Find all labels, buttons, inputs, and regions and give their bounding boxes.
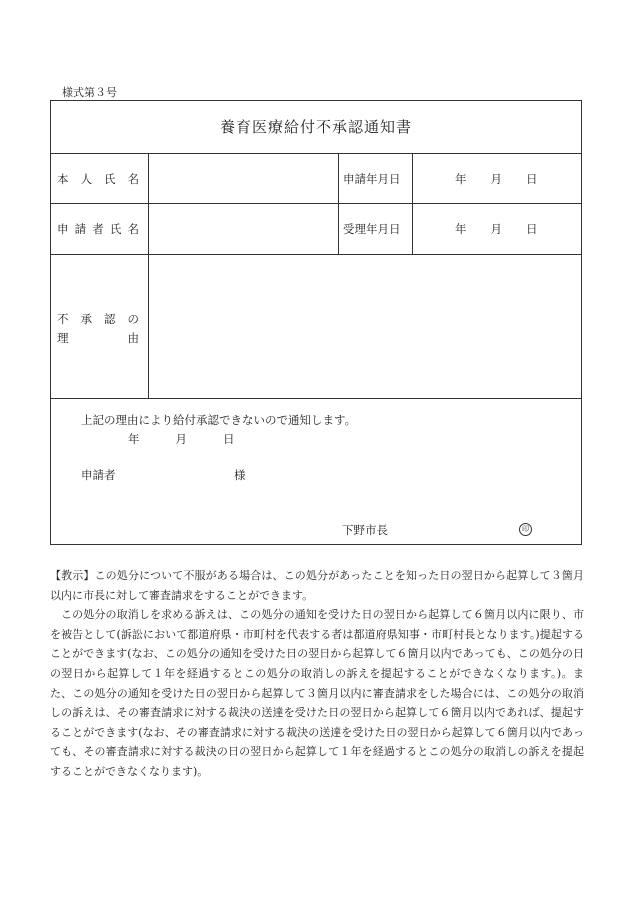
person-name-label: 本 人 氏 名 — [57, 172, 139, 186]
instruction-text — [50, 566, 584, 782]
issuer-name: 下野市長 — [342, 523, 388, 537]
reason-label-line1: 不 承 認 の — [57, 312, 139, 326]
month-unit: 月 — [175, 432, 187, 446]
seal-mark: 印 — [519, 523, 532, 536]
application-date-field[interactable] — [455, 171, 538, 187]
application-date-label: 申請年月日 — [343, 172, 401, 186]
year-unit: 年 — [455, 222, 467, 236]
day-unit: 日 — [223, 432, 235, 446]
acceptance-date-field[interactable] — [455, 221, 538, 237]
month-unit: 月 — [490, 222, 502, 236]
date-value-column-divider — [412, 153, 413, 254]
notice-date[interactable] — [128, 431, 235, 447]
applicant-name-field[interactable] — [149, 204, 338, 254]
reason-field[interactable] — [149, 255, 581, 398]
instruction-paragraph-1: 【教示】この処分について不服がある場合は、この処分があったことを知った日の翌日から起算して３箇月以内に市長に対して審査請求をすることができます。 — [50, 569, 584, 602]
notice-text: 上記の理由により給付承認できないので通知します。 — [81, 413, 357, 427]
applicant-name-label: 申 請 者 氏 名 — [57, 222, 139, 236]
instruction-paragraph-2: この処分の取消しを求める訴えは、この処分の通知を受けた日の翌日から起算して６箇月以内に限り、市を被告として(訴訟において都道府県・市町村を代表する者は都道府県知事・市町村長となります。)提起することができます(なお、この処分の通知を受けた日の翌日から起算して６箇月以内であっても、この処分の日の翌日から起算して１年を経過するとこの処分の取消しの訴えを提起することができなくなります。)。また、この処分の通知を受けた日の翌日から起算して３箇月以内に審査請求をした場合には、この処分の取消しの訴えは、その審査請求に対する裁決の送達を受けた日の翌日から起算して６箇月以内であれば、提起することができます(なお、その審査請求に対する裁決の送達を受けた日の翌日から起算して６箇月以内であっても、その審査請求に対する裁決の日の翌日から起算して１年を経過するとこの処分の取消しの訴えを提起することができなくなります)。 — [50, 608, 584, 778]
applicant-label: 申請者 — [81, 468, 116, 482]
notification-form — [50, 100, 582, 545]
year-unit: 年 — [455, 172, 467, 186]
row-divider-reason — [51, 398, 581, 399]
honorific: 様 — [234, 468, 246, 482]
date-label-column-divider — [338, 153, 339, 254]
form-number: 様式第３号 — [62, 86, 117, 99]
reason-label-line2: 理 由 — [57, 331, 139, 345]
acceptance-date-label: 受理年月日 — [343, 222, 401, 236]
day-unit: 日 — [526, 222, 538, 236]
person-name-field[interactable] — [149, 154, 338, 203]
form-title: 養育医療給付不承認通知書 — [219, 118, 412, 136]
month-unit: 月 — [490, 172, 502, 186]
day-unit: 日 — [526, 172, 538, 186]
year-unit: 年 — [128, 432, 140, 446]
